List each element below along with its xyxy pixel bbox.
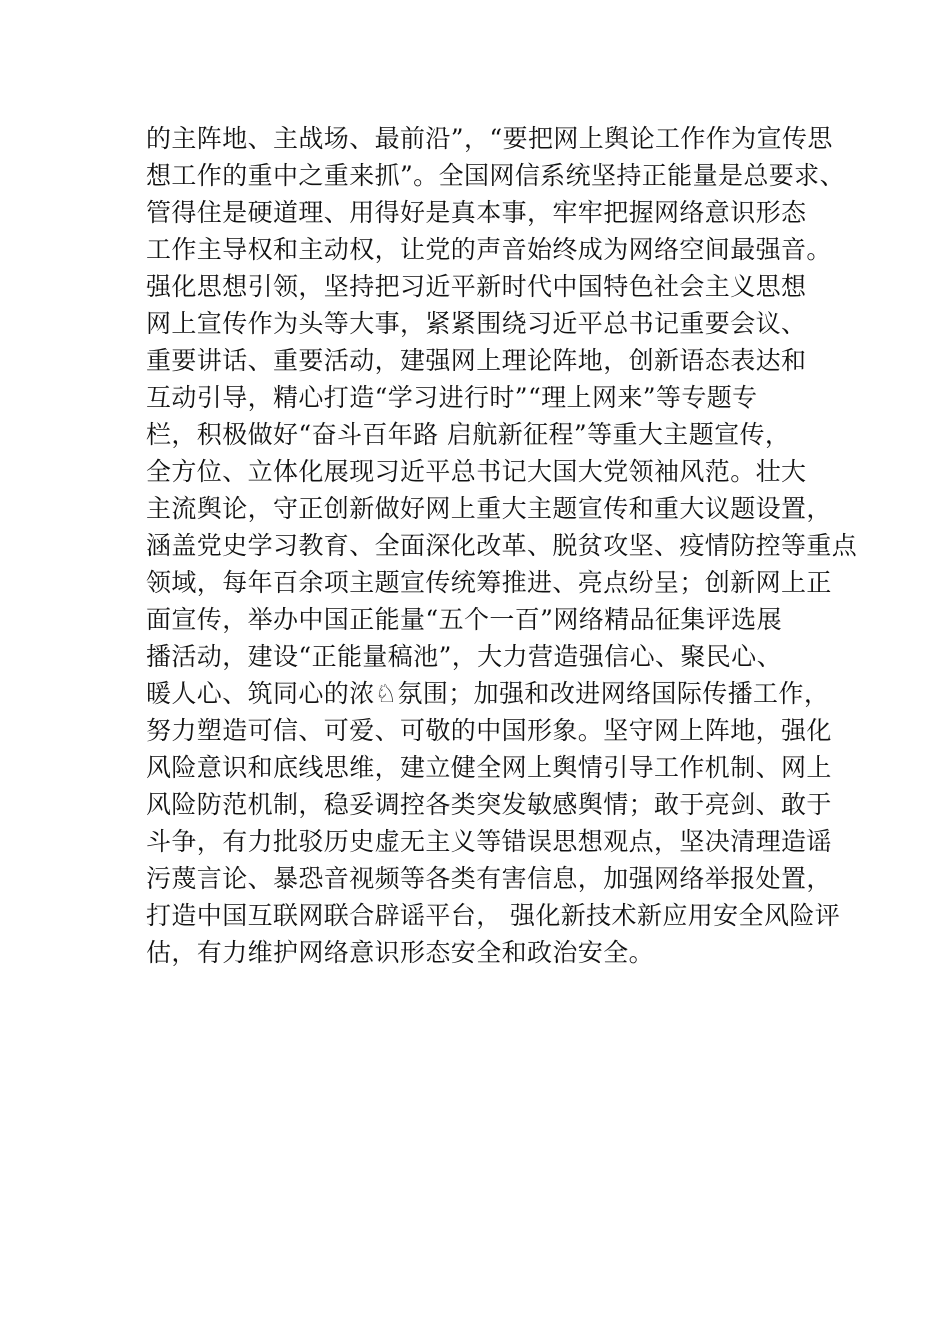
text-line: 领域，每年百余项主题宣传统筹推进、亮点纷呈；创新网上正 xyxy=(146,568,832,597)
text-line: 涵盖党史学习教育、全面深化改革、脱贫攻坚、疫情防控等重点 xyxy=(146,531,858,560)
text-line: 全方位、立体化展现习近平总书记大国大党领袖风范。壮大 xyxy=(146,457,807,486)
text-line: 估，有力维护网络意识形态安全和政治安全。 xyxy=(146,938,655,967)
text-line: 网上宣传作为头等大事，紧紧围绕习近平总书记重要会议、 xyxy=(146,309,807,338)
text-line: 风险防范机制，稳妥调控各类突发敏感舆情；敢于亮剑、敢于 xyxy=(146,790,832,819)
body-paragraph xyxy=(146,120,858,971)
text-line: 管得住是硬道理、用得好是真本事，牢牢把握网络意识形态 xyxy=(146,198,807,227)
text-line: 想工作的重中之重来抓”。全国网信系统坚持正能量是总要求、 xyxy=(146,161,845,190)
text-line: 的主阵地、主战场、最前沿”，“要把网上舆论工作作为宣传思 xyxy=(146,124,833,153)
text-line: 风险意识和底线思维，建立健全网上舆情引导工作机制、网上 xyxy=(146,753,832,782)
text-line: 污蔑言论、暴恐音视频等各类有害信息，加强网络举报处置， xyxy=(146,864,832,893)
text-line: 栏，积极做好“奋斗百年路 启航新征程”等重大主题宣传， xyxy=(146,420,791,449)
text-line: 努力塑造可信、可爱、可敬的中国形象。坚守网上阵地，强化 xyxy=(146,716,832,745)
text-line: 播活动，建设“正能量稿池”，大力营造强信心、聚民心、 xyxy=(146,642,782,671)
text-line: 面宣传，举办中国正能量“五个一百”网络精品征集评选展 xyxy=(146,605,782,634)
text-line: 强化思想引领，坚持把习近平新时代中国特色社会主义思想 xyxy=(146,272,807,301)
text-line: 暖人心、筑同心的浓♘氛围；加强和改进网络国际传播工作， xyxy=(146,679,830,708)
text-line: 工作主导权和主动权，让党的声音始终成为网络空间最强音。 xyxy=(146,235,832,264)
text-line: 斗争，有力批驳历史虚无主义等错误思想观点，坚决清理造谣 xyxy=(146,827,832,856)
text-line: 主流舆论，守正创新做好网上重大主题宣传和重大议题设置， xyxy=(146,494,832,523)
text-line: 互动引导，精心打造“学习进行时”“理上网来”等专题专 xyxy=(146,383,758,412)
text-line: 重要讲话、重要活动，建强网上理论阵地，创新语态表达和 xyxy=(146,346,807,375)
text-line: 打造中国互联网联合辟谣平台， 强化新技术新应用安全风险评 xyxy=(146,901,841,930)
